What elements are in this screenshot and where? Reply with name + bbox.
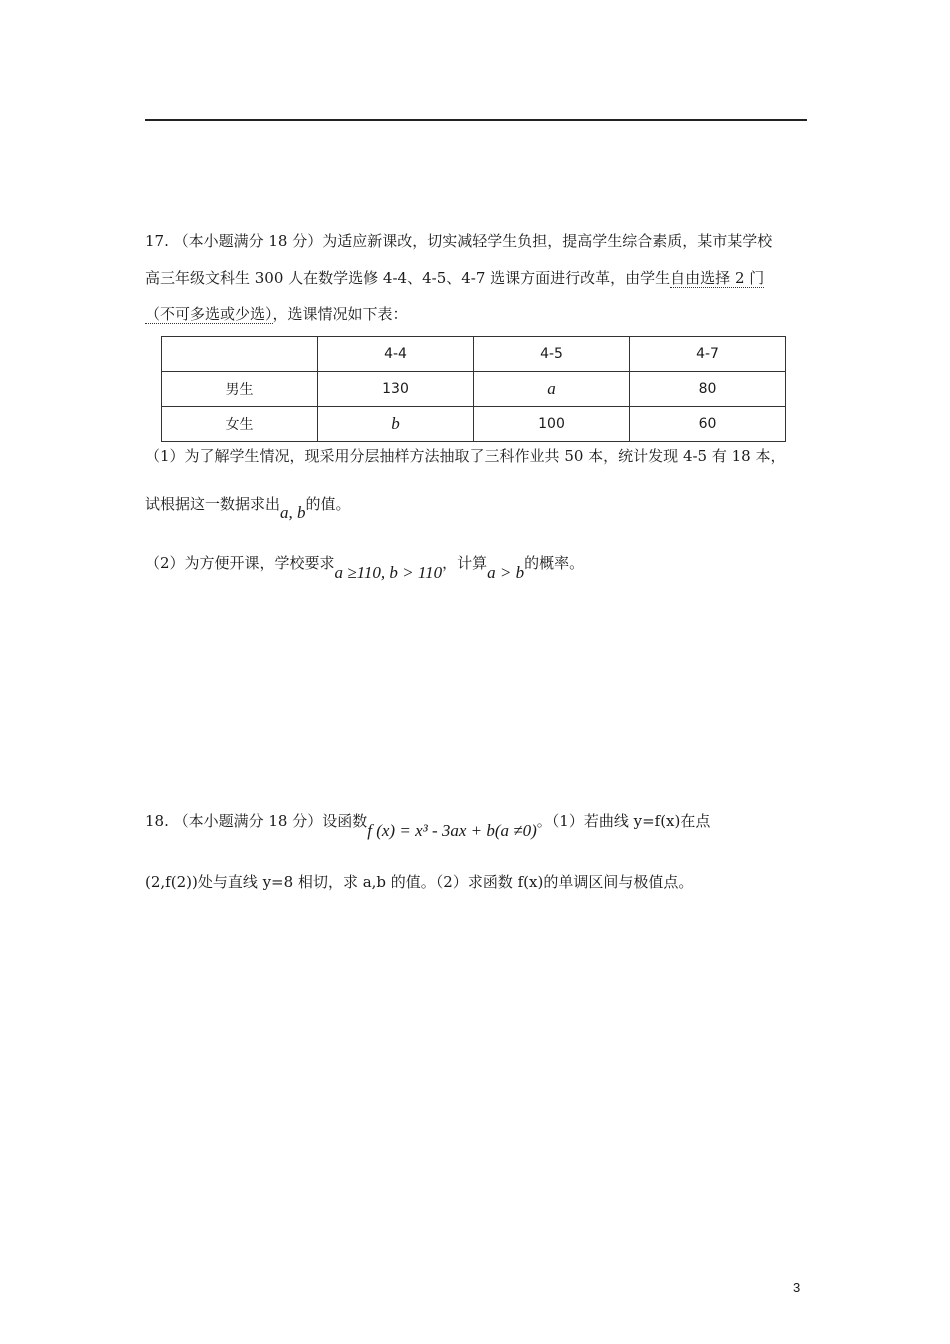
table-header-cell: [162, 337, 318, 372]
table-cell: 男生: [162, 372, 318, 407]
table-cell: 100: [474, 407, 630, 442]
header-rule: [145, 119, 807, 121]
q17-part1-line1: （1）为了解学生情况，现采用分层抽样方法抽取了三科作业共 50 本，统计发现 4-5 有 18 本，: [145, 447, 786, 465]
q18-line1: [145, 811, 711, 840]
q17-part1-line2: [145, 494, 351, 522]
q17-line2-text: 高三年级文科生 300 人在数学选修 4-4、4-5、4-7 选课方面进行改革，由学生: [145, 269, 671, 287]
table-row: [162, 372, 786, 407]
q17-part2-text: （2）为方便开课，学校要求: [145, 554, 335, 572]
q17-line2: [145, 268, 764, 288]
table-header-cell: 4-7: [630, 337, 786, 372]
table-row: [162, 407, 786, 442]
page-number: 3: [793, 1280, 801, 1295]
q17-part2-text-mid: ，计算: [442, 554, 488, 572]
q18-text-end: 。（1）若曲线 y=f(x)在点: [536, 812, 711, 830]
q17-emphasis-2: （不可多选或少选）: [145, 305, 273, 323]
q17-part2-text-end: 的概率。: [524, 554, 585, 572]
table-header-cell: 4-5: [474, 337, 630, 372]
q17-line3: [145, 304, 408, 324]
q18-function: f (x) = x³ - 3ax + b(a ≠0): [367, 821, 537, 840]
q17-part1-text-end: 的值。: [305, 495, 351, 513]
q17-part2-math-condition: a ≥110, b > 110: [334, 563, 443, 582]
table-header-row: [162, 337, 786, 372]
table-cell: a: [474, 372, 630, 407]
table-header-cell: 4-4: [318, 337, 474, 372]
table-cell: 60: [630, 407, 786, 442]
q17-part2-math-event: a > b: [487, 563, 525, 582]
q17-line1: 17. （本小题满分 18 分）为适应新课改，切实减轻学生负担，提高学生综合素质，某市某学校: [145, 232, 773, 250]
q17-part2: [145, 553, 585, 582]
table-cell: 130: [318, 372, 474, 407]
q17-emphasis-1: 自由选择 2 门: [670, 269, 765, 287]
table-cell: 80: [630, 372, 786, 407]
table-cell: b: [318, 407, 474, 442]
q18-line2: (2,f(2))处与直线 y=8 相切，求 a,b 的值。（2）求函数 f(x)的单调区间与极值点。: [145, 873, 694, 891]
q17-part1-text: 试根据这一数据求出: [145, 495, 281, 513]
course-selection-table: [161, 336, 786, 442]
q18-text: 18. （本小题满分 18 分）设函数: [145, 812, 368, 830]
q17-line3-text: ，选课情况如下表：: [272, 305, 408, 323]
q17-part1-math: a, b: [280, 503, 306, 522]
table-cell: 女生: [162, 407, 318, 442]
